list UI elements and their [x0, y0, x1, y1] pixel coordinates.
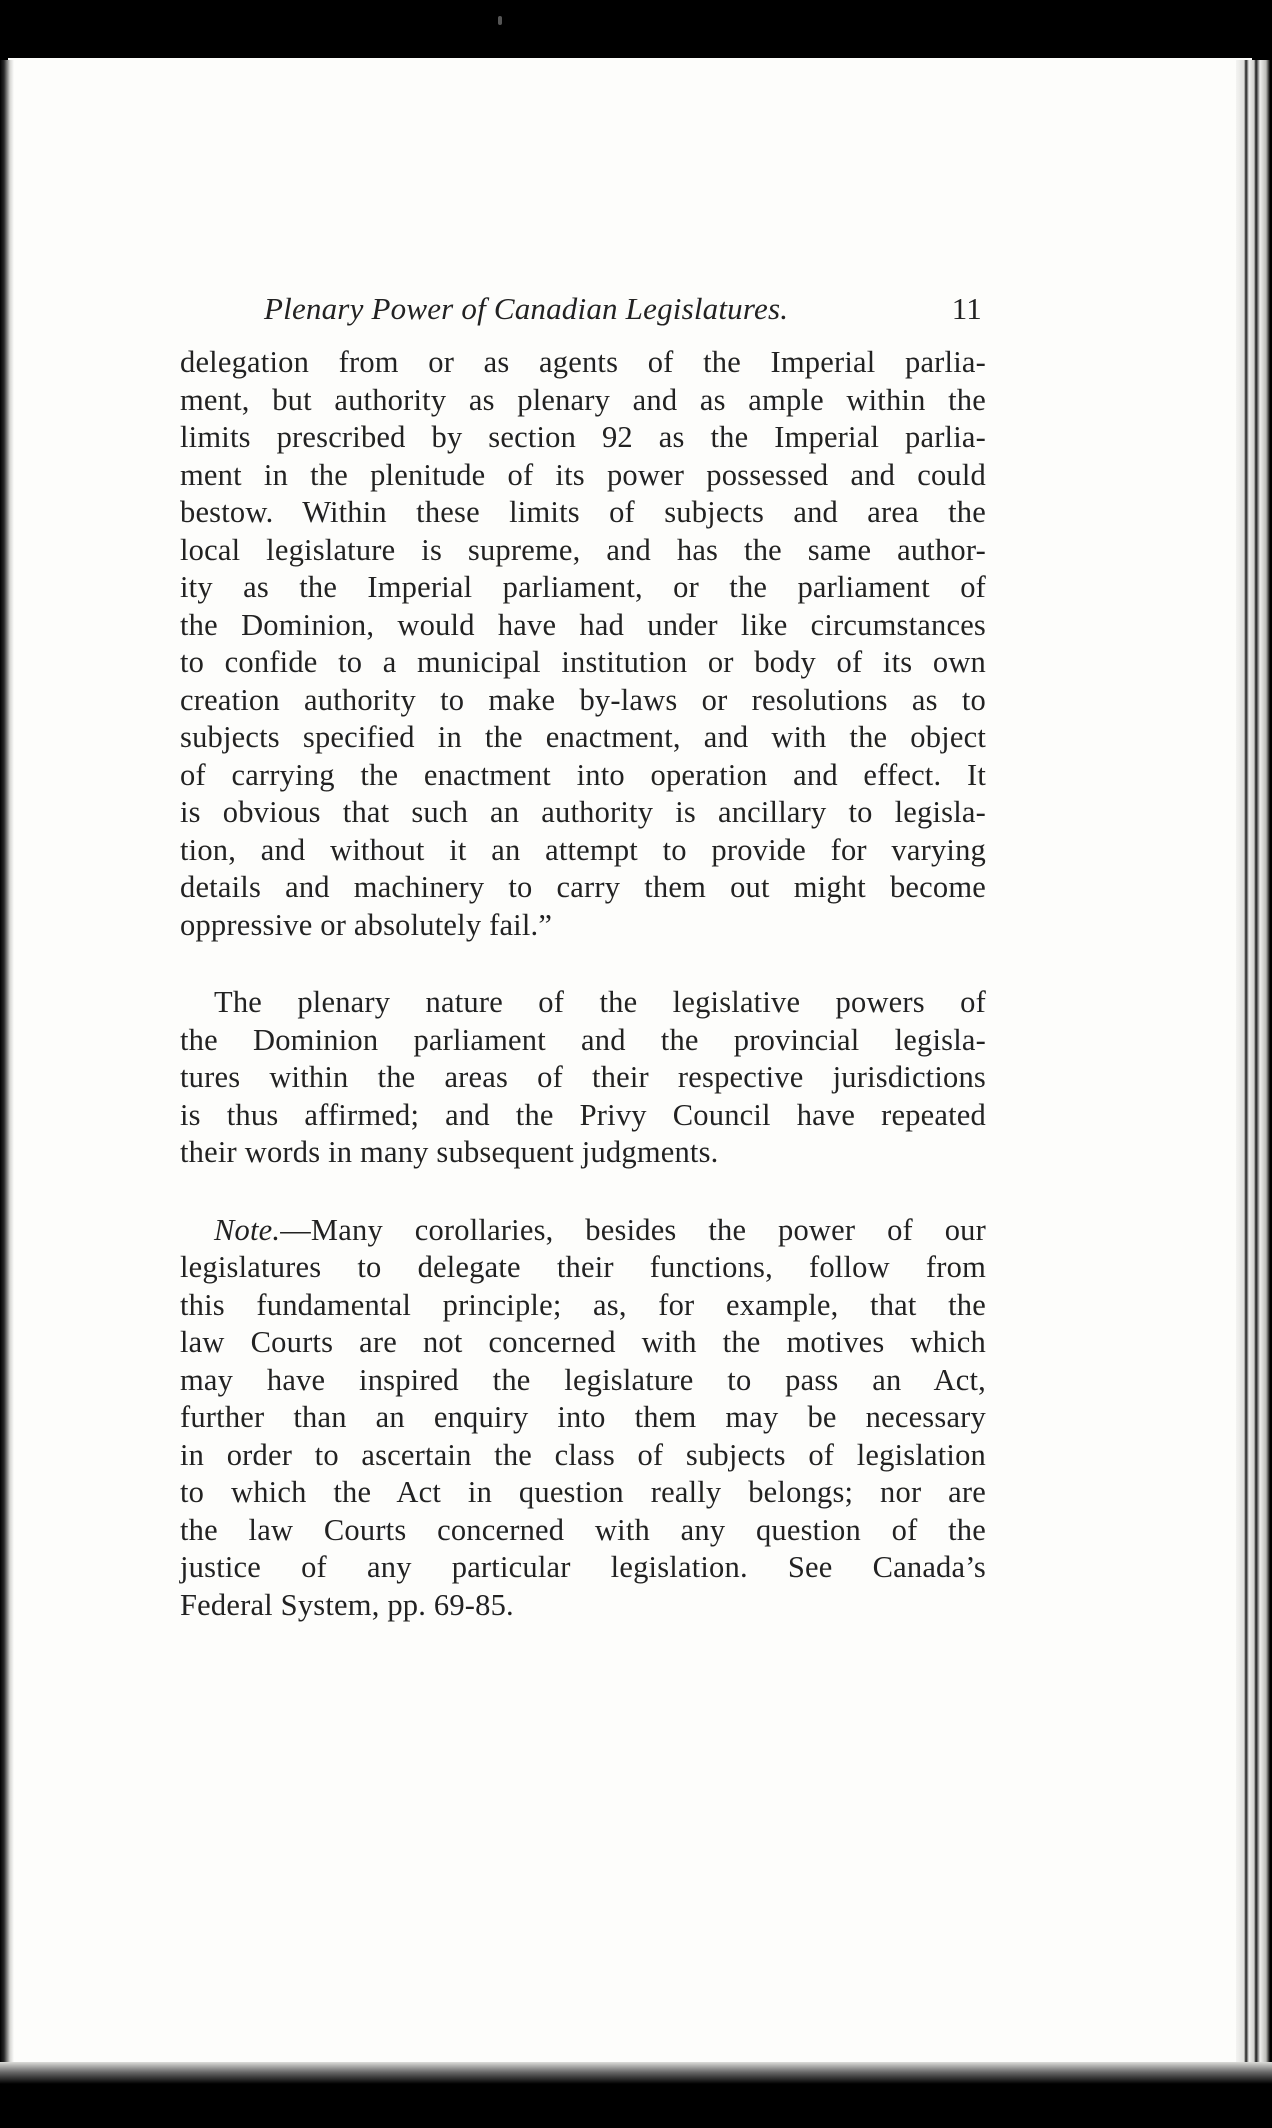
text-line: tures within the areas of their respective jurisdictions — [180, 1060, 986, 1094]
text-line: is thus affirmed; and the Privy Council have repeated — [180, 1097, 986, 1132]
text-line: law Courts are not concerned with the motives which — [180, 1325, 986, 1359]
text-line: tion, and without it an attempt to provide for varying — [180, 832, 986, 867]
text-line: may have inspired the legislature to pass an Act, — [180, 1362, 986, 1397]
text-line: legislatures to delegate their functions, follow from — [180, 1250, 986, 1284]
text-line: the law Courts concerned with any question of the — [180, 1512, 986, 1547]
text-line: oppressive or absolutely fail.” — [180, 907, 553, 942]
text-line: local legislature is supreme, and has the same author- — [180, 532, 986, 567]
page-number: 11 — [951, 291, 982, 326]
quotation-paragraph — [180, 344, 986, 944]
text-line: to which the Act in question really belongs; nor are — [180, 1475, 986, 1509]
page-left-edge — [0, 60, 14, 2070]
text-line: subjects specified in the enactment, and with the object — [180, 720, 986, 754]
text-line: justice of any particular legislation. See Canada’s — [180, 1550, 986, 1584]
text-line: ment in the plenitude of its power possessed and could — [180, 457, 986, 492]
text-line — [180, 1212, 986, 1250]
text-line: the Dominion parliament and the provincial legisla- — [180, 1022, 986, 1057]
text-line: is obvious that such an authority is ancillary to legisla- — [180, 795, 986, 829]
text-line: delegation from or as agents of the Imperial parlia- — [180, 345, 986, 379]
text-line: ity as the Imperial parliament, or the parliament of — [180, 570, 986, 604]
text-line: bestow. Within these limits of subjects and area the — [180, 495, 986, 529]
page-text — [180, 290, 986, 1624]
text-line: in order to ascertain the class of subjects of legislation — [180, 1437, 986, 1472]
note-paragraph — [180, 1212, 986, 1625]
text-line: ment, but authority as plenary and as ample within the — [180, 382, 986, 417]
running-head-title: Plenary Power of Canadian Legislatures. — [264, 291, 789, 326]
text-line: creation authority to make by-laws or resolutions as to — [180, 682, 986, 717]
text-line: Federal System, pp. 69-85. — [180, 1587, 514, 1622]
note-lead: Note. — [214, 1212, 281, 1247]
page-bottom-edge — [0, 2062, 1272, 2128]
text-line: The plenary nature of the legislative powers of — [214, 985, 986, 1019]
running-head — [264, 290, 986, 330]
scan-speck — [498, 16, 502, 25]
text-line: to confide to a municipal institution or body of its own — [180, 645, 986, 679]
note-first-line-rest: —Many corollaries, besides the power of our — [280, 1212, 986, 1247]
text-line: the Dominion, would have had under like circumstances — [180, 607, 986, 642]
text-line: further than an enquiry into them may be necessary — [180, 1400, 986, 1434]
text-line: limits prescribed by section 92 as the Imperial parlia- — [180, 420, 986, 454]
text-line: of carrying the enactment into operation and effect. It — [180, 757, 986, 792]
text-line: their words in many subsequent judgments. — [180, 1135, 719, 1169]
text-line: details and machinery to carry them out might become — [180, 870, 986, 904]
page-right-edge — [1236, 60, 1272, 2080]
text-line: this fundamental principle; as, for example, that the — [180, 1287, 986, 1322]
body-paragraph — [180, 984, 986, 1172]
